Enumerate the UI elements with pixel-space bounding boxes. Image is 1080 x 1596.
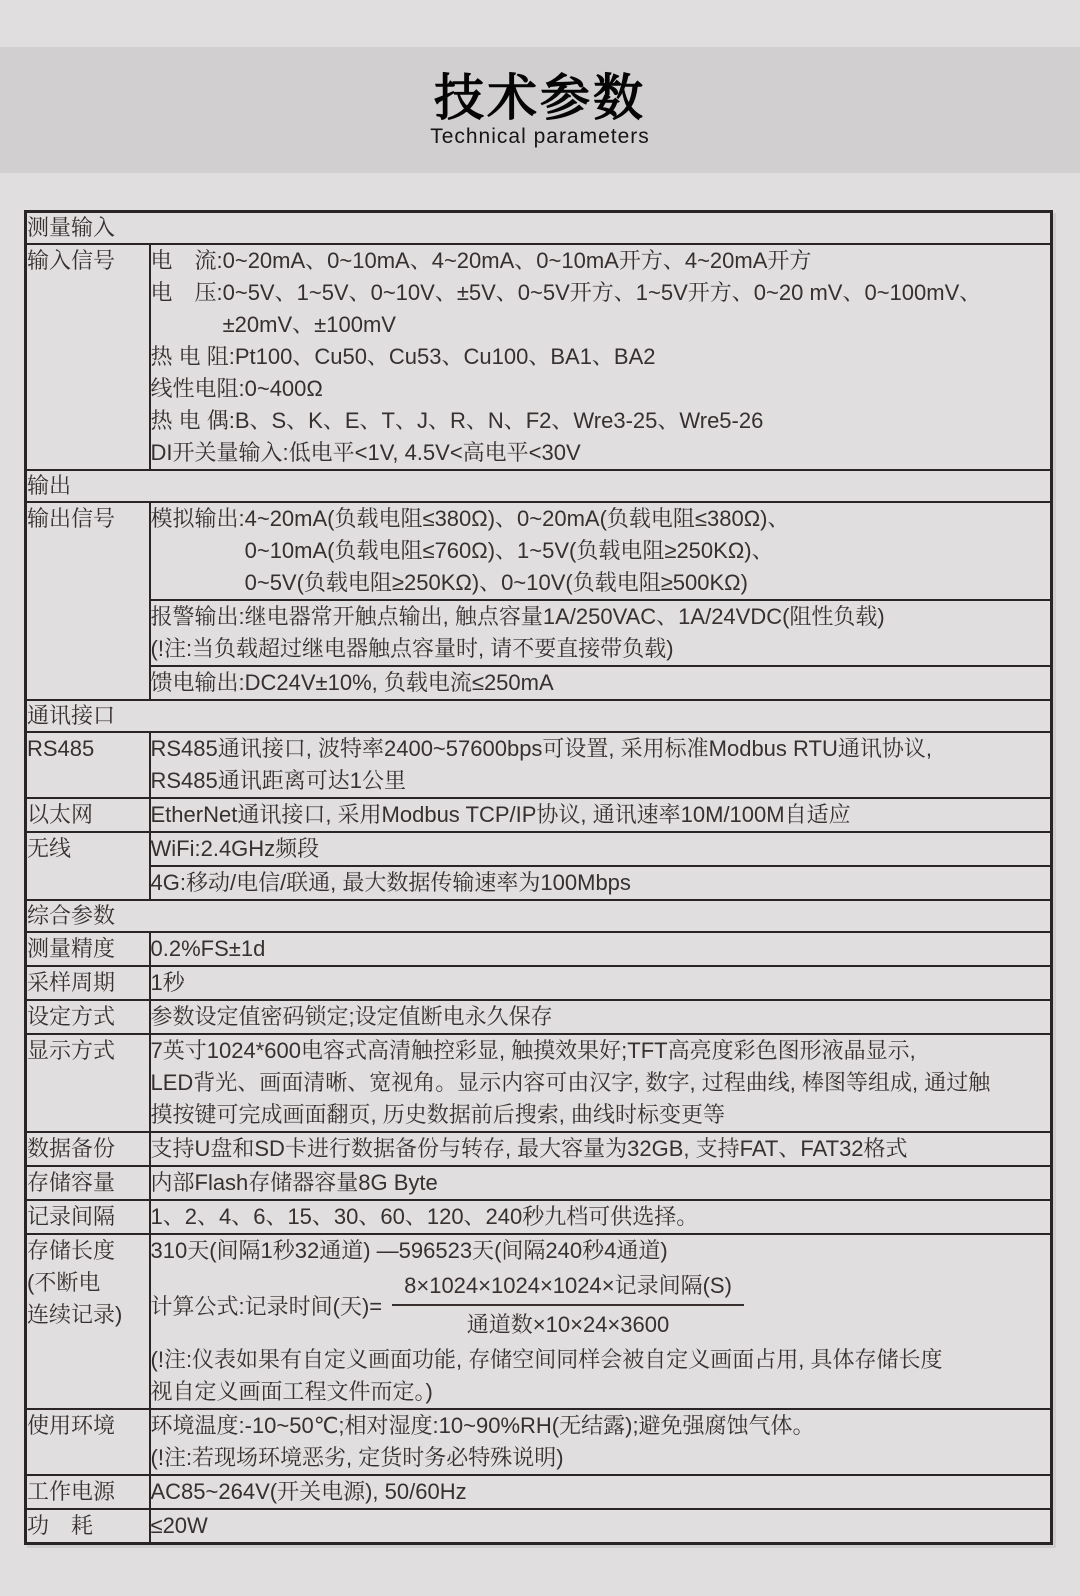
row-content — [150, 1409, 1052, 1475]
row-label-line: 测量精度 — [27, 936, 116, 961]
table-row — [26, 1132, 1052, 1166]
row-content-lines — [151, 1035, 1051, 1131]
row-label-line: 记录间隔 — [27, 1204, 116, 1229]
text-line: 310天(间隔1秒32通道) —596523天(间隔240秒4通道) — [150, 1238, 668, 1263]
title-band — [0, 47, 1080, 173]
row-label-line: 无线 — [27, 836, 72, 861]
text-line: 电 压:0~5V、1~5V、0~10V、±5V、0~5V开方、1~5V开方、0~20 mV、0~100mV、 — [150, 280, 982, 305]
row-content — [150, 932, 1052, 966]
row-content-lines — [151, 967, 1051, 999]
row-label — [26, 1200, 150, 1234]
text-line: LED背光、画面清晰、宽视角。显示内容可由汉字, 数字, 过程曲线, 棒图等组成, 通过触 — [150, 1070, 991, 1095]
section-header — [26, 470, 1052, 502]
text-line: 热 电 阻:Pt100、Cu50、Cu53、Cu100、BA1、BA2 — [150, 344, 656, 369]
section-label: 测量输入 — [27, 215, 116, 240]
table-row — [26, 1509, 1052, 1544]
text-line: 报警输出:继电器常开触点输出, 触点容量1A/250VAC、1A/24VDC(阻性负载) — [150, 604, 885, 629]
row-content-lines — [151, 245, 1051, 469]
text-line: ±20mV、±100mV — [150, 312, 396, 337]
table-row — [26, 1200, 1052, 1234]
row-content-lines — [151, 1235, 1051, 1408]
row-content — [150, 732, 1052, 798]
row-label-line: 输出信号 — [27, 506, 116, 531]
table-row — [26, 244, 1052, 470]
row-label-line: 使用环境 — [27, 1413, 116, 1438]
text-line: WiFi:2.4GHz频段 — [150, 836, 320, 861]
row-content-lines — [151, 733, 1051, 797]
text-line: EtherNet通讯接口, 采用Modbus TCP/IP协议, 通讯速率10M/100M自适应 — [150, 802, 851, 827]
row-label-line: 连续记录) — [27, 1302, 123, 1327]
row-content — [150, 244, 1052, 470]
text-line: 0~10mA(负载电阻≤760Ω)、1~5V(负载电阻≥250KΩ)、 — [150, 538, 774, 563]
row-content — [150, 832, 1052, 866]
row-content-lines — [151, 1133, 1051, 1165]
row-label-line: 工作电源 — [27, 1479, 116, 1504]
table-row — [26, 732, 1052, 798]
text-line: 1、2、4、6、15、30、60、120、240秒九档可供选择。 — [150, 1204, 699, 1229]
row-label — [26, 732, 150, 798]
row-label — [26, 1409, 150, 1475]
table-row — [26, 1234, 1052, 1409]
text-line: 参数设定值密码锁定;设定值断电永久保存 — [150, 1004, 553, 1029]
text-line: 视自定义画面工程文件而定。) — [150, 1379, 433, 1404]
text-line: (!注:若现场环境恶劣, 定货时务必特殊说明) — [150, 1445, 564, 1470]
table-row — [26, 1034, 1052, 1132]
row-label — [26, 1132, 150, 1166]
row-label — [26, 1034, 150, 1132]
row-label-line: 设定方式 — [27, 1004, 116, 1029]
section-row — [26, 900, 1052, 932]
row-content — [150, 1509, 1052, 1544]
text-line: 0~5V(负载电阻≥250KΩ)、0~10V(负载电阻≥500KΩ) — [150, 570, 748, 595]
text-line: 4G:移动/电信/联通, 最大数据传输速率为100Mbps — [150, 870, 631, 895]
text-line: 线性电阻:0~400Ω — [150, 376, 323, 401]
table-row — [26, 1000, 1052, 1034]
row-content-lines — [151, 601, 1051, 665]
row-content-lines — [151, 1476, 1051, 1508]
row-content-lines — [151, 667, 1051, 699]
row-label-line: 输入信号 — [27, 248, 116, 273]
section-label: 通讯接口 — [27, 703, 116, 728]
section-row — [26, 700, 1052, 732]
table-row — [26, 966, 1052, 1000]
row-label — [26, 1166, 150, 1200]
row-content-lines — [151, 799, 1051, 831]
row-label-line: 显示方式 — [27, 1038, 116, 1063]
section-label: 输出 — [27, 473, 72, 498]
row-label — [26, 502, 150, 700]
text-line: RS485通讯接口, 波特率2400~57600bps可设置, 采用标准Modbus RTU通讯协议, — [150, 736, 932, 761]
row-content — [150, 502, 1052, 600]
row-content — [150, 1166, 1052, 1200]
row-content-lines — [151, 1410, 1051, 1474]
formula-fraction — [392, 1272, 744, 1338]
text-line: 电 流:0~20mA、0~10mA、4~20mA、0~10mA开方、4~20mA开方 — [150, 248, 812, 273]
text-line: 馈电输出:DC24V±10%, 负载电流≤250mA — [150, 670, 554, 695]
table-row — [26, 932, 1052, 966]
section-label: 综合参数 — [27, 903, 116, 928]
row-label — [26, 1475, 150, 1509]
section-header — [26, 212, 1052, 245]
row-content — [150, 1000, 1052, 1034]
text-line: 0.2%FS±1d — [150, 936, 266, 961]
text-line: 1秒 — [150, 970, 185, 995]
row-content-lines — [151, 1167, 1051, 1199]
row-label-line: 采样周期 — [27, 970, 116, 995]
row-label-line: 以太网 — [27, 802, 94, 827]
row-content-lines — [151, 503, 1051, 599]
table-row — [26, 1409, 1052, 1475]
row-content-lines — [151, 1201, 1051, 1233]
text-line: 内部Flash存储器容量8G Byte — [150, 1170, 438, 1195]
section-row — [26, 470, 1052, 502]
row-content — [150, 1034, 1052, 1132]
row-content — [150, 866, 1052, 900]
formula-numerator: 8×1024×1024×1024×记录间隔(S) — [404, 1273, 732, 1298]
page-title: 技术参数 — [434, 70, 646, 126]
page-subtitle: Technical parameters — [430, 125, 650, 148]
top-strip — [0, 0, 1080, 47]
row-label-line: (不断电 — [27, 1270, 101, 1295]
text-line: 支持U盘和SD卡进行数据备份与转存, 最大容量为32GB, 支持FAT、FAT32格式 — [150, 1136, 908, 1161]
text-line: 环境温度:-10~50℃;相对湿度:10~90%RH(无结露);避免强腐蚀气体。 — [150, 1413, 815, 1438]
table-row — [26, 1166, 1052, 1200]
text-line: (!注:仪表如果有自定义画面功能, 存储空间同样会被自定义画面占用, 具体存储长度 — [150, 1347, 943, 1372]
row-content — [150, 1132, 1052, 1166]
table-row — [26, 600, 1052, 666]
formula-denominator: 通道数×10×24×3600 — [392, 1304, 744, 1338]
text-line: 热 电 偶:B、S、K、E、T、J、R、N、F2、Wre3-25、Wre5-26 — [150, 408, 764, 433]
text-line: (!注:当负载超过继电器触点容量时, 请不要直接带负载) — [150, 636, 674, 661]
formula-prefix: 计算公式:记录时间(天)= — [150, 1293, 383, 1319]
row-content — [150, 1234, 1052, 1409]
table-row — [26, 798, 1052, 832]
spec-table — [24, 210, 1053, 1545]
row-label — [26, 1234, 150, 1409]
row-label — [26, 966, 150, 1000]
table-row — [26, 666, 1052, 700]
text-line: AC85~264V(开关电源), 50/60Hz — [150, 1479, 467, 1504]
row-label-line: 功 耗 — [27, 1513, 94, 1538]
row-label — [26, 798, 150, 832]
row-label — [26, 932, 150, 966]
row-content-lines — [151, 933, 1051, 965]
row-content — [150, 1475, 1052, 1509]
section-row — [26, 212, 1052, 245]
table-row — [26, 1475, 1052, 1509]
row-label — [26, 244, 150, 470]
row-label-line: 存储长度 — [27, 1238, 116, 1263]
table-row — [26, 832, 1052, 866]
text-line: ≤20W — [150, 1513, 208, 1538]
formula — [151, 1272, 1051, 1338]
row-label — [26, 1000, 150, 1034]
row-label-line: 存储容量 — [27, 1170, 116, 1195]
text-line: 摸按键可完成画面翻页, 历史数据前后搜索, 曲线时标变更等 — [150, 1102, 725, 1127]
text-line: RS485通讯距离可达1公里 — [150, 768, 407, 793]
table-row — [26, 502, 1052, 600]
row-label-line: RS485 — [27, 736, 95, 761]
text-line: DI开关量输入:低电平<1V, 4.5V<高电平<30V — [150, 440, 581, 465]
row-label-line: 数据备份 — [27, 1136, 116, 1161]
row-label — [26, 1509, 150, 1544]
row-content — [150, 666, 1052, 700]
text-line: 模拟输出:4~20mA(负载电阻≤380Ω)、0~20mA(负载电阻≤380Ω)、 — [150, 506, 790, 531]
row-content — [150, 1200, 1052, 1234]
row-content-lines — [151, 1001, 1051, 1033]
row-content — [150, 966, 1052, 1000]
row-content-lines — [151, 867, 1051, 899]
section-header — [26, 700, 1052, 732]
table-row — [26, 866, 1052, 900]
spec-table-body — [26, 212, 1052, 1544]
text-line: 7英寸1024*600电容式高清触控彩显, 触摸效果好;TFT高亮度彩色图形液晶显示, — [150, 1038, 916, 1063]
row-content — [150, 600, 1052, 666]
row-content — [150, 798, 1052, 832]
row-label — [26, 832, 150, 900]
section-header — [26, 900, 1052, 932]
row-content-lines — [151, 1510, 1051, 1542]
row-content-lines — [151, 833, 1051, 865]
